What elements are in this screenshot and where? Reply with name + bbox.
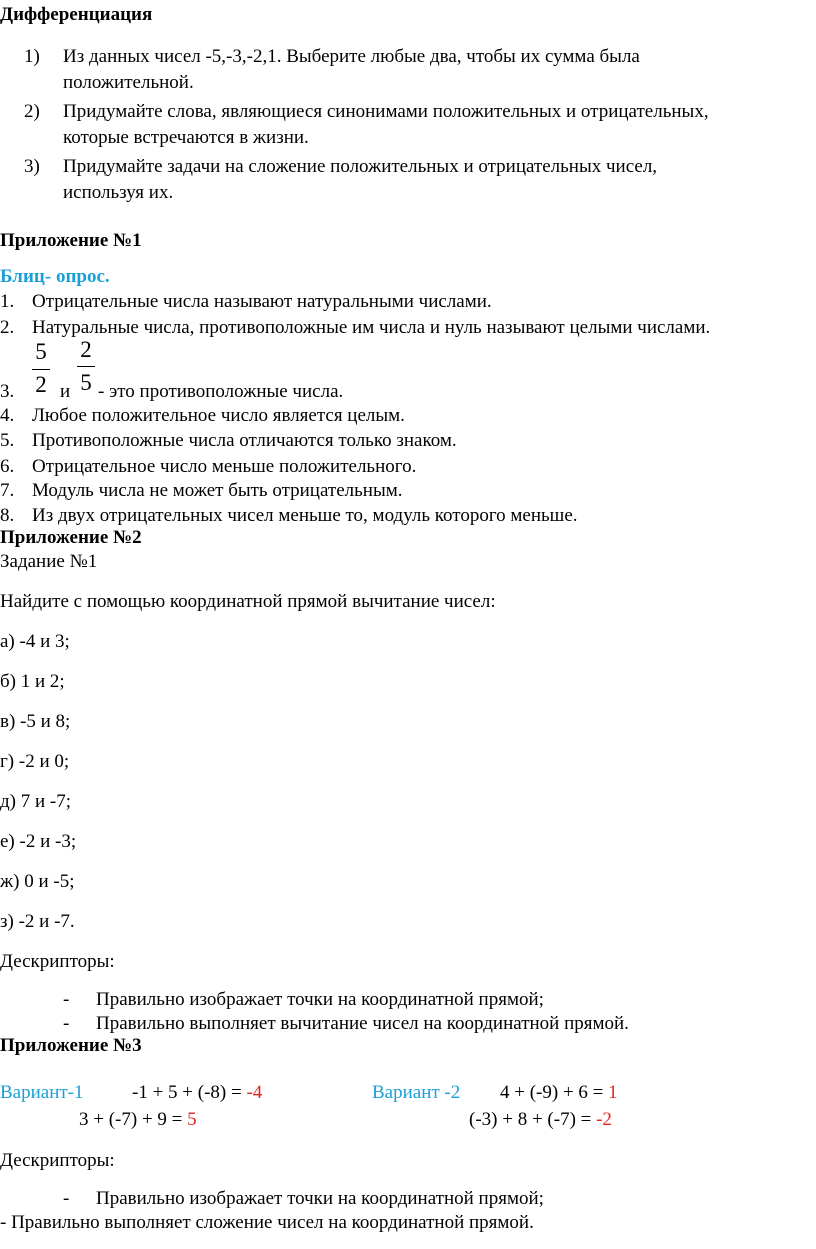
equation-expression: 4 + (-9) + 6 =	[500, 1082, 609, 1103]
list-item-text: используя их.	[63, 182, 174, 203]
list-item: е) -2 и -3;	[0, 831, 77, 852]
list-item-connector: и	[60, 381, 71, 402]
list-item-text: Из данных чисел -5,-3,-2,1. Выберите любые два, чтобы их сумма была	[63, 46, 640, 67]
bullet-dash: -	[63, 989, 70, 1010]
list-item: а) -4 и 3;	[0, 631, 70, 652]
section-title-differentiation: Дифференциация	[0, 4, 153, 25]
equation	[500, 1081, 618, 1105]
list-item-number: 4.	[0, 405, 15, 426]
descriptors-heading: Дескрипторы:	[0, 951, 115, 972]
list-item-text: Отрицательное число меньше положительного.	[32, 456, 417, 477]
list-item-text: положительной.	[63, 72, 194, 93]
list-item-text: Придумайте слова, являющиеся синонимами положительных и отрицательных,	[63, 101, 709, 122]
equation-answer: -4	[246, 1082, 263, 1103]
list-item-text: которые встречаются в жизни.	[63, 127, 309, 148]
fraction-denominator: 2	[35, 372, 47, 397]
list-item: в) -5 и 8;	[0, 711, 71, 732]
equation	[469, 1108, 612, 1132]
fraction-numerator: 5	[35, 339, 47, 364]
list-item-number: 1.	[0, 291, 15, 312]
list-item-text: Модуль числа не может быть отрицательным.	[32, 480, 403, 501]
equation-answer: 1	[608, 1082, 618, 1103]
equation-answer: -2	[596, 1109, 612, 1130]
list-item-number: 6.	[0, 456, 15, 477]
list-item-text: Любое положительное число является целым.	[32, 405, 405, 426]
task-instruction: Найдите с помощью координатной прямой вычитание чисел:	[0, 591, 496, 612]
appendix-2-title: Приложение №2	[0, 527, 142, 548]
descriptor-text: Правильно изображает точки на координатной прямой;	[96, 989, 544, 1010]
list-item: д) 7 и -7;	[0, 791, 72, 812]
list-item-text: Придумайте задачи на сложение положительных и отрицательных чисел,	[63, 156, 658, 177]
list-item: з) -2 и -7.	[0, 911, 75, 932]
list-item-number: 3)	[24, 156, 40, 177]
list-item-number: 2.	[0, 317, 15, 338]
list-item-text: Противоположные числа отличаются только знаком.	[32, 430, 457, 451]
list-item: г) -2 и 0;	[0, 751, 70, 772]
list-item-text: - это противоположные числа.	[98, 381, 344, 402]
blitz-survey-subtitle: Блиц- опрос.	[0, 266, 110, 287]
list-item-text: Из двух отрицательных чисел меньше то, модуль которого меньше.	[32, 505, 578, 526]
variant-label: Вариант -2	[372, 1082, 461, 1103]
equation-answer: 5	[187, 1109, 197, 1130]
list-item-text: Отрицательные числа называют натуральными числами.	[32, 291, 492, 312]
fraction-denominator: 5	[80, 370, 92, 395]
list-item: б) 1 и 2;	[0, 671, 65, 692]
list-item-number: 3.	[0, 381, 15, 402]
fraction-bar	[77, 366, 95, 367]
descriptors-heading: Дескрипторы:	[0, 1150, 115, 1171]
list-item-number: 8.	[0, 505, 15, 526]
equation-expression: 3 + (-7) + 9 =	[79, 1109, 188, 1130]
variant-label: Вариант-1	[0, 1082, 84, 1103]
descriptor-text: Правильно выполняет вычитание чисел на координатной прямой.	[96, 1013, 629, 1034]
task-heading: Задание №1	[0, 551, 98, 572]
equation	[79, 1108, 197, 1132]
list-item: ж) 0 и -5;	[0, 871, 75, 892]
descriptor-text: - Правильно выполняет сложение чисел на координатной прямой.	[0, 1212, 534, 1233]
appendix-1-title: Приложение №1	[0, 230, 142, 251]
appendix-3-title: Приложение №3	[0, 1035, 142, 1056]
equation	[132, 1081, 262, 1105]
fraction-bar	[32, 369, 50, 370]
descriptor-text: Правильно изображает точки на координатной прямой;	[96, 1188, 544, 1209]
list-item-text: Натуральные числа, противоположные им числа и нуль называют целыми числами.	[32, 317, 711, 338]
equation-expression: (-3) + 8 + (-7) =	[469, 1109, 597, 1130]
fraction-numerator: 2	[80, 337, 92, 362]
bullet-dash: -	[63, 1188, 70, 1209]
bullet-dash: -	[63, 1013, 70, 1034]
equation-expression: -1 + 5 + (-8) =	[132, 1082, 247, 1103]
list-item-number: 1)	[24, 46, 40, 67]
list-item-number: 7.	[0, 480, 15, 501]
list-item-number: 2)	[24, 101, 40, 122]
list-item-number: 5.	[0, 430, 15, 451]
